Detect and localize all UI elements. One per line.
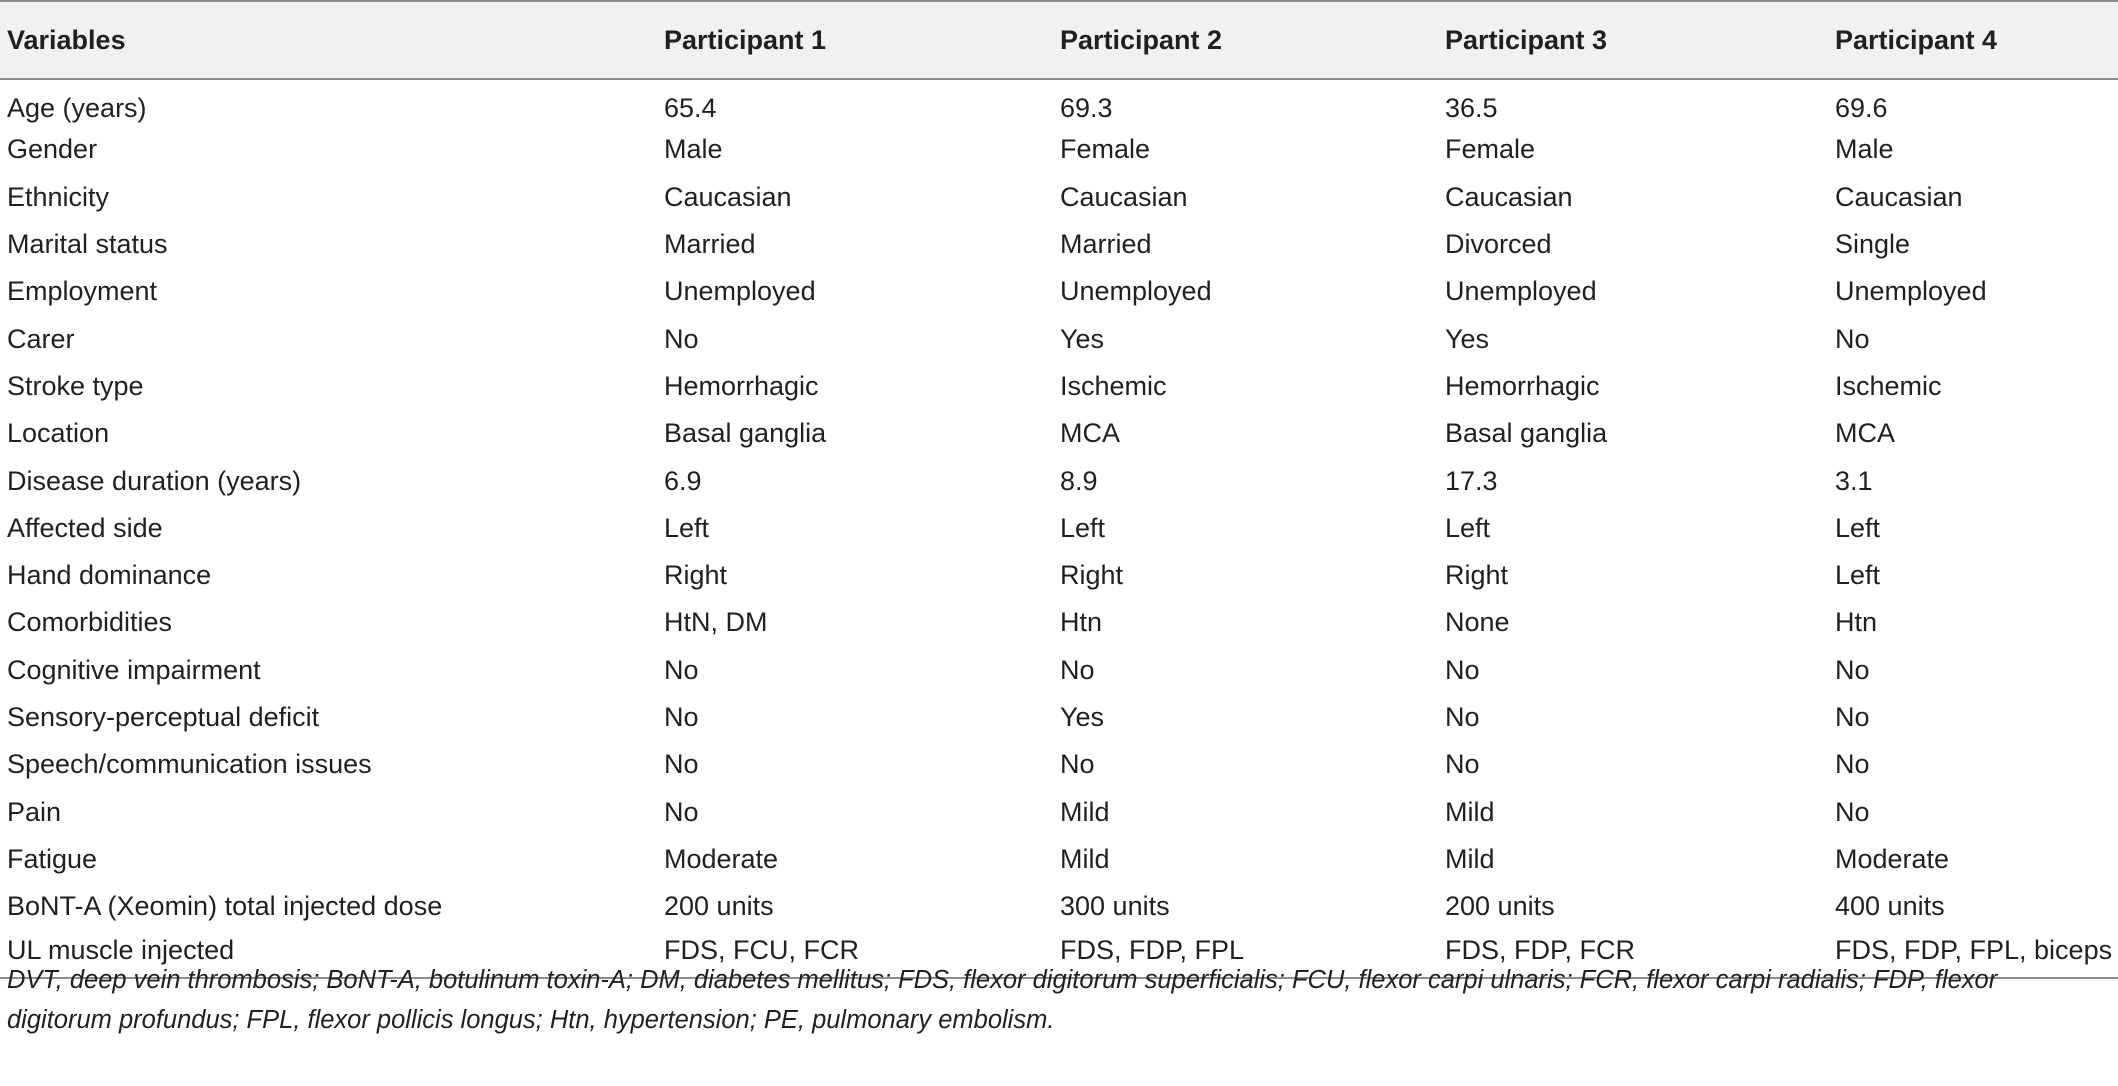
table-row bbox=[0, 836, 2118, 883]
participant-2-value-cell: Caucasian bbox=[1060, 181, 1188, 212]
participant-1-value-cell: HtN, DM bbox=[664, 607, 768, 638]
participant-4-value-cell: Left bbox=[1835, 560, 1881, 591]
participant-1-value-cell: Right bbox=[664, 560, 728, 591]
participant-3-value-cell: Mild bbox=[1445, 843, 1495, 874]
participant-3-value-cell: No bbox=[1445, 702, 1480, 732]
participant-4-value-cell: 400 units bbox=[1835, 891, 1945, 922]
participant-4-value-cell: FDS, FDP, FPL, biceps bbox=[1828, 930, 2118, 977]
participant-4-value-cell: Moderate bbox=[1835, 843, 1950, 874]
table-row bbox=[0, 741, 2118, 788]
participant-1-value-cell: Caucasian bbox=[664, 181, 792, 212]
variable-label-cell: Gender bbox=[7, 134, 98, 165]
variable-label-cell: BoNT-A (Xeomin) total injected dose bbox=[7, 891, 443, 922]
participant-3-value-cell: Divorced bbox=[1445, 229, 1552, 260]
participant-4-value-cell: Caucasian bbox=[1835, 181, 1963, 212]
variable-label-cell: UL muscle injected bbox=[0, 930, 657, 977]
table-row bbox=[0, 410, 2118, 457]
participant-2-value-cell: No bbox=[1060, 654, 1095, 685]
variable-label-cell: Age (years) bbox=[7, 92, 147, 123]
participant-4-value-cell: Ischemic bbox=[1835, 370, 1942, 401]
participant-2-value-cell: No bbox=[1060, 749, 1095, 780]
variable-label-cell: Stroke type bbox=[7, 370, 144, 401]
participant-3-value-cell: Yes bbox=[1445, 323, 1490, 354]
table-row bbox=[0, 599, 2118, 646]
header-variables: Variables bbox=[0, 1, 657, 79]
participant-2-value-cell: FDS, FDP, FPL bbox=[1053, 930, 1438, 977]
participant-1-value-cell: Unemployed bbox=[664, 276, 816, 307]
participant-1-value-cell: No bbox=[664, 654, 699, 685]
variable-label-cell: Fatigue bbox=[7, 843, 98, 874]
participant-4-value-cell: Single bbox=[1835, 229, 1911, 260]
table-body bbox=[0, 79, 2118, 978]
table-header-row bbox=[0, 1, 2118, 79]
participant-2-value-cell: Htn bbox=[1060, 607, 1103, 638]
table-row bbox=[0, 221, 2118, 268]
participant-1-value-cell: Married bbox=[664, 229, 756, 260]
table-row bbox=[0, 788, 2118, 835]
participant-4-value-cell: Left bbox=[1835, 512, 1881, 543]
participant-2-value-cell: Left bbox=[1060, 512, 1106, 543]
participant-1-value-cell: No bbox=[664, 323, 699, 354]
participant-3-value-cell: No bbox=[1445, 749, 1480, 780]
table-row bbox=[0, 552, 2118, 599]
variable-label-cell: Location bbox=[7, 418, 110, 449]
participant-3-value-cell: FDS, FDP, FCR bbox=[1438, 930, 1828, 977]
participant-1-value-cell: FDS, FCU, FCR bbox=[657, 930, 1053, 977]
participant-4-value-cell: No bbox=[1835, 796, 1870, 827]
table-footnote: DVT, deep vein thrombosis; BoNT-A, botulinum toxin-A; DM, diabetes mellitus; FDS, flexor digitorum superficialis; FCU, flexor carpi ulnaris; FCR, flexor carpi radialis; FDP, flexor digitorum profundus; FPL, flexor pollicis longus; Htn, hypertension; PE, pulmonary embolism. bbox=[7, 966, 1998, 1034]
variable-label-cell: Carer bbox=[7, 323, 75, 354]
participant-2-value-cell: Right bbox=[1060, 560, 1124, 591]
variable-label-cell: Ethnicity bbox=[7, 181, 110, 212]
participant-4-value-cell: Male bbox=[1835, 134, 1894, 165]
variable-label-cell: Hand dominance bbox=[7, 560, 212, 591]
participant-1-value-cell: Basal ganglia bbox=[664, 418, 827, 449]
participant-2-value-cell: 300 units bbox=[1060, 891, 1170, 922]
table-row bbox=[0, 315, 2118, 362]
variable-label-cell: Speech/communication issues bbox=[7, 749, 372, 780]
participant-3-value-cell: Female bbox=[1445, 134, 1536, 165]
participant-1-value-cell: 6.9 bbox=[664, 465, 702, 496]
participant-4-value-cell: No bbox=[1835, 702, 1870, 732]
participant-4-value-cell: Htn bbox=[1835, 607, 1878, 638]
variable-label-cell: Pain bbox=[7, 796, 62, 827]
participant-2-value-cell: 8.9 bbox=[1060, 465, 1098, 496]
participant-1-value-cell: No bbox=[664, 702, 699, 732]
participant-1-value-cell: No bbox=[664, 749, 699, 780]
participant-3-value-cell: Mild bbox=[1445, 796, 1495, 827]
variable-label-cell: Employment bbox=[7, 276, 158, 307]
participant-1-value-cell: Left bbox=[664, 512, 710, 543]
participant-1-value-cell: 65.4 bbox=[664, 92, 717, 123]
participant-2-value-cell: Yes bbox=[1060, 702, 1105, 732]
table-row bbox=[0, 363, 2118, 410]
participant-2-value-cell: Mild bbox=[1060, 843, 1110, 874]
table-header bbox=[0, 1, 2118, 79]
table-row bbox=[0, 883, 2118, 930]
participant-1-value-cell: Hemorrhagic bbox=[664, 370, 819, 401]
participant-2-value-cell: Yes bbox=[1060, 323, 1105, 354]
participant-4-value-cell: Unemployed bbox=[1835, 276, 1987, 307]
participant-1-value-cell: No bbox=[664, 796, 699, 827]
table-row bbox=[0, 126, 2118, 173]
table-row bbox=[0, 268, 2118, 315]
table-row bbox=[0, 457, 2118, 504]
participant-4-value-cell: No bbox=[1835, 749, 1870, 780]
participant-2-value-cell: Female bbox=[1060, 134, 1151, 165]
participant-2-value-cell: MCA bbox=[1060, 418, 1120, 449]
variable-label-cell: Disease duration (years) bbox=[7, 465, 302, 496]
participant-4-value-cell: No bbox=[1835, 323, 1870, 354]
participant-2-value-cell: 69.3 bbox=[1060, 92, 1113, 123]
participant-3-value-cell: Caucasian bbox=[1445, 181, 1573, 212]
table-row bbox=[0, 505, 2118, 552]
variable-label-cell: Marital status bbox=[7, 229, 168, 260]
header-participant-4: Participant 4 bbox=[1828, 1, 2118, 79]
variable-label-cell: Affected side bbox=[7, 512, 163, 543]
participant-2-value-cell: Ischemic bbox=[1060, 370, 1167, 401]
participant-4-value-cell: No bbox=[1835, 654, 1870, 685]
participant-2-value-cell: Unemployed bbox=[1060, 276, 1212, 307]
participant-3-value-cell: Unemployed bbox=[1445, 276, 1597, 307]
participant-1-value-cell: Moderate bbox=[664, 843, 779, 874]
header-participant-3: Participant 3 bbox=[1438, 1, 1828, 79]
table-row bbox=[0, 647, 2118, 694]
participant-4-value-cell: 3.1 bbox=[1835, 465, 1873, 496]
participant-3-value-cell: No bbox=[1445, 654, 1480, 685]
participant-1-value-cell: Male bbox=[664, 134, 723, 165]
participant-3-value-cell: 200 units bbox=[1445, 891, 1555, 922]
header-participant-2: Participant 2 bbox=[1053, 1, 1438, 79]
table-row bbox=[0, 174, 2118, 221]
participant-1-value-cell: 200 units bbox=[664, 891, 774, 922]
participant-3-value-cell: 36.5 bbox=[1445, 92, 1498, 123]
variable-label-cell: Sensory-perceptual deficit bbox=[7, 702, 320, 732]
participant-4-value-cell: 69.6 bbox=[1835, 92, 1888, 123]
table-row bbox=[0, 694, 2118, 741]
table-row bbox=[0, 79, 2118, 126]
participant-3-value-cell: None bbox=[1445, 607, 1510, 638]
variable-label-cell: Comorbidities bbox=[7, 607, 173, 638]
participant-3-value-cell: Basal ganglia bbox=[1445, 418, 1608, 449]
participant-2-value-cell: Married bbox=[1060, 229, 1152, 260]
participant-4-value-cell: MCA bbox=[1835, 418, 1895, 449]
participant-3-value-cell: Hemorrhagic bbox=[1445, 370, 1600, 401]
participant-2-value-cell: Mild bbox=[1060, 796, 1110, 827]
header-participant-1: Participant 1 bbox=[657, 1, 1053, 79]
participant-3-value-cell: Right bbox=[1445, 560, 1509, 591]
participant-3-value-cell: Left bbox=[1445, 512, 1491, 543]
participant-3-value-cell: 17.3 bbox=[1445, 465, 1498, 496]
variable-label-cell: Cognitive impairment bbox=[7, 654, 261, 685]
